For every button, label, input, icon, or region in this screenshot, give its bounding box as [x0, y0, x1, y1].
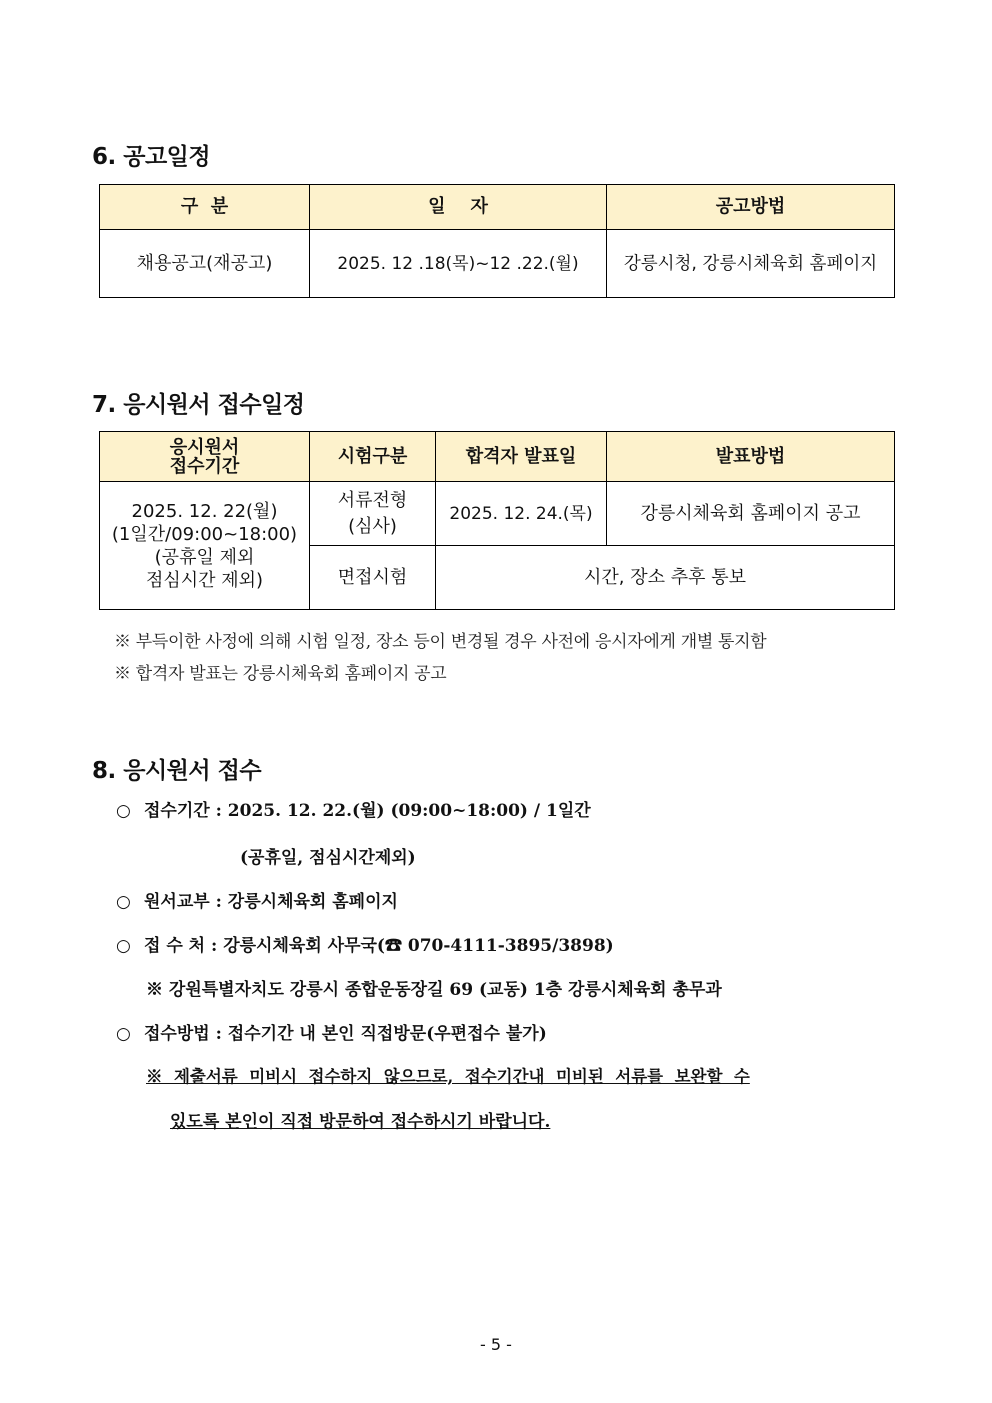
announcement-schedule-table: [99, 184, 895, 298]
header-date: 일 자: [310, 185, 607, 230]
warning-text-line-2: 있도록 본인이 직접 방문하여 접수하시기 바랍니다.: [170, 1112, 551, 1132]
circle-bullet: ○: [116, 936, 131, 956]
cell-document-result-method: 강릉시체육회 홈페이지 공고: [607, 482, 895, 546]
item-distribution: [116, 887, 398, 912]
header-exam-type: 시험구분: [310, 432, 436, 482]
period-text: 접수기간 : 2025. 12. 22.(월) (09:00~18:00) / 1일간: [144, 801, 591, 821]
warning-text-line-1: ※ 제출서류 미비시 접수하지 않으므로, 접수기간내 미비된 서류를 보완할 수: [146, 1067, 750, 1086]
note-schedule-change: ※ 부득이한 사정에 의해 시험 일정, 장소 등이 변경될 경우 사전에 응시자에게 개별 통지함: [114, 632, 767, 652]
period-hours: (1일간/09:00~18:00): [111, 523, 298, 545]
note-result-announcement: ※ 합격자 발표는 강릉시체육회 홈페이지 공고: [114, 664, 447, 684]
item-method: [116, 1019, 547, 1044]
table-row: [100, 482, 895, 546]
circle-bullet: ○: [116, 801, 131, 821]
cell-document-screening: 서류전형 (심사): [310, 482, 436, 546]
cell-document-result-date: 2025. 12. 24.(목): [436, 482, 607, 546]
table-row: [100, 230, 895, 298]
cell-interview-note: 시간, 장소 추후 통보: [436, 546, 895, 610]
period-date: 2025. 12. 22(월): [131, 500, 278, 522]
cell-method: 강릉시청, 강릉시체육회 홈페이지: [607, 230, 895, 298]
circle-bullet: ○: [116, 892, 131, 912]
section-7-heading: 7. 응시원서 접수일정: [92, 392, 305, 418]
period-holiday-note: (공휴일 제외: [154, 546, 255, 568]
table-header-row: [100, 185, 895, 230]
header-category: 구 분: [100, 185, 310, 230]
header-method: 공고방법: [607, 185, 895, 230]
place-text: 접 수 처 : 강릉시체육회 사무국(☎ 070-4111-3895/3898): [144, 936, 614, 956]
circle-bullet: ○: [116, 1024, 131, 1044]
header-result-date: 합격자 발표일: [436, 432, 607, 482]
cell-category: 채용공고(재공고): [100, 230, 310, 298]
table-header-row: [100, 432, 895, 482]
header-period: 응시원서 접수기간: [100, 432, 310, 482]
application-schedule-table: [99, 431, 895, 610]
period-lunch-note: 점심시간 제외): [145, 569, 264, 591]
address-text: ※ 강원특별자치도 강릉시 종합운동장길 69 (교동) 1층 강릉시체육회 총무과: [146, 980, 722, 1000]
section-6-heading: 6. 공고일정: [92, 144, 211, 170]
item-period: [116, 796, 591, 821]
method-text: 접수방법 : 접수기간 내 본인 직접방문(우편접수 불가): [144, 1024, 547, 1044]
header-result-method: 발표방법: [607, 432, 895, 482]
cell-period: [100, 482, 310, 610]
period-sub-text: (공휴일, 점심시간제외): [240, 848, 416, 868]
section-8-heading: 8. 응시원서 접수: [92, 758, 262, 784]
distribution-text: 원서교부 : 강릉시체육회 홈페이지: [144, 892, 398, 912]
item-place: [116, 931, 614, 956]
page-number: - 5 -: [480, 1335, 512, 1354]
cell-date: 2025. 12 .18(목)~12 .22.(월): [310, 230, 607, 298]
cell-interview: 면접시험: [310, 546, 436, 610]
